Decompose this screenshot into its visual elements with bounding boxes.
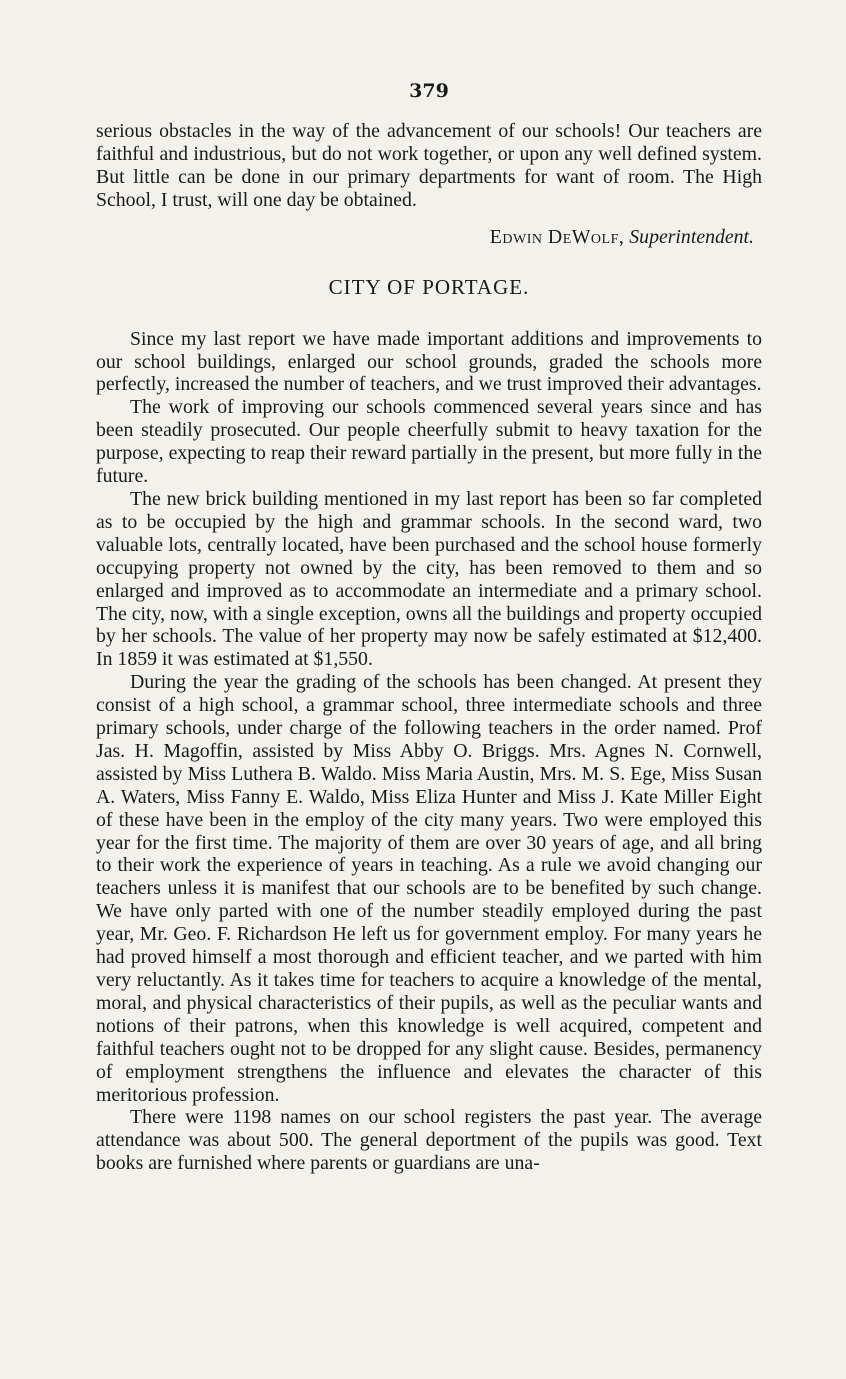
body-paragraph: During the year the grading of the schools has been changed. At present they consist of a high school, a grammar school, three intermediate schools and three primary schools, under charge of the following teachers in the order named. Prof Jas. H. Magoffin, assisted by Miss Abby O. Briggs. Mrs. Agnes N. Cornwell, assisted by Miss Luthera B. Waldo. Miss Maria Austin, Mrs. M. S. Ege, Miss Susan A. Waters, Miss Fanny E. Waldo, Miss Eliza Hunter and Miss J. Kate Miller Eight of these have been in the employ of the city many years. Two were employed this year for the first time. The majority of them are over 30 years of age, and all bring to their work the experience of years in teaching. As a rule we avoid changing our teachers unless it is manifest that our schools are to be benefited by such change. We have only parted with one of the number steadily employed during the past year, Mr. Geo. F. Richardson He left us for government employ. For many years he had proved himself a most thorough and efficient teacher, and we parted with him very reluctantly. As it takes time for teachers to acquire a knowledge of the mental, moral, and physical characteristics of their pupils, as well as the peculiar wants and notions of their patrons, when this knowledge is well acquired, competent and faithful teachers ought not to be dropped for any slight cause. Besides, permanency of employment strengthens the influence and elevates the character of this meritorious profession.: [96, 671, 762, 1106]
body-paragraph: There were 1198 names on our school registers the past year. The average attendance was about 500. The general deportment of the pupils was good. Text books are furnished where parents or guardians are una-: [96, 1106, 762, 1175]
signature: [96, 226, 754, 249]
body-paragraph: Since my last report we have made important additions and improvements to our school buildings, enlarged our school grounds, graded the schools more perfectly, increased the number of teachers, and we trust improved their advantages.: [96, 327, 762, 396]
signature-name: Edwin DeWolf,: [489, 225, 625, 248]
body-paragraph: The work of improving our schools commenced several years since and has been steadily prosecuted. Our people cheerfully submit to heavy taxation for the purpose, expecting to reap their reward partially in the present, but more fully in the future.: [96, 396, 762, 488]
signature-title: Superintendent.: [629, 225, 754, 248]
page-number: 379: [409, 80, 449, 102]
body-paragraph: The new brick building mentioned in my last report has been so far completed as to be occupied by the high and grammar schools. In the second ward, two valuable lots, centrally located, have been purchased and the school house formerly occupying property not owned by the city, has been removed to them and so enlarged and improved as to accommodate an intermediate and a primary school. The city, now, with a single exception, owns all the buildings and property occupied by her schools. The value of her property may now be safely estimated at $12,400. In 1859 it was estimated at $1,550.: [96, 487, 762, 671]
intro-paragraph: serious obstacles in the way of the advancement of our schools! Our teachers are faithful and industrious, but do not work together, or upon any well defined system. But little can be done in our primary departments for want of room. The High School, I trust, will one day be obtained.: [96, 120, 762, 211]
section-heading: CITY OF PORTAGE.: [328, 274, 530, 299]
